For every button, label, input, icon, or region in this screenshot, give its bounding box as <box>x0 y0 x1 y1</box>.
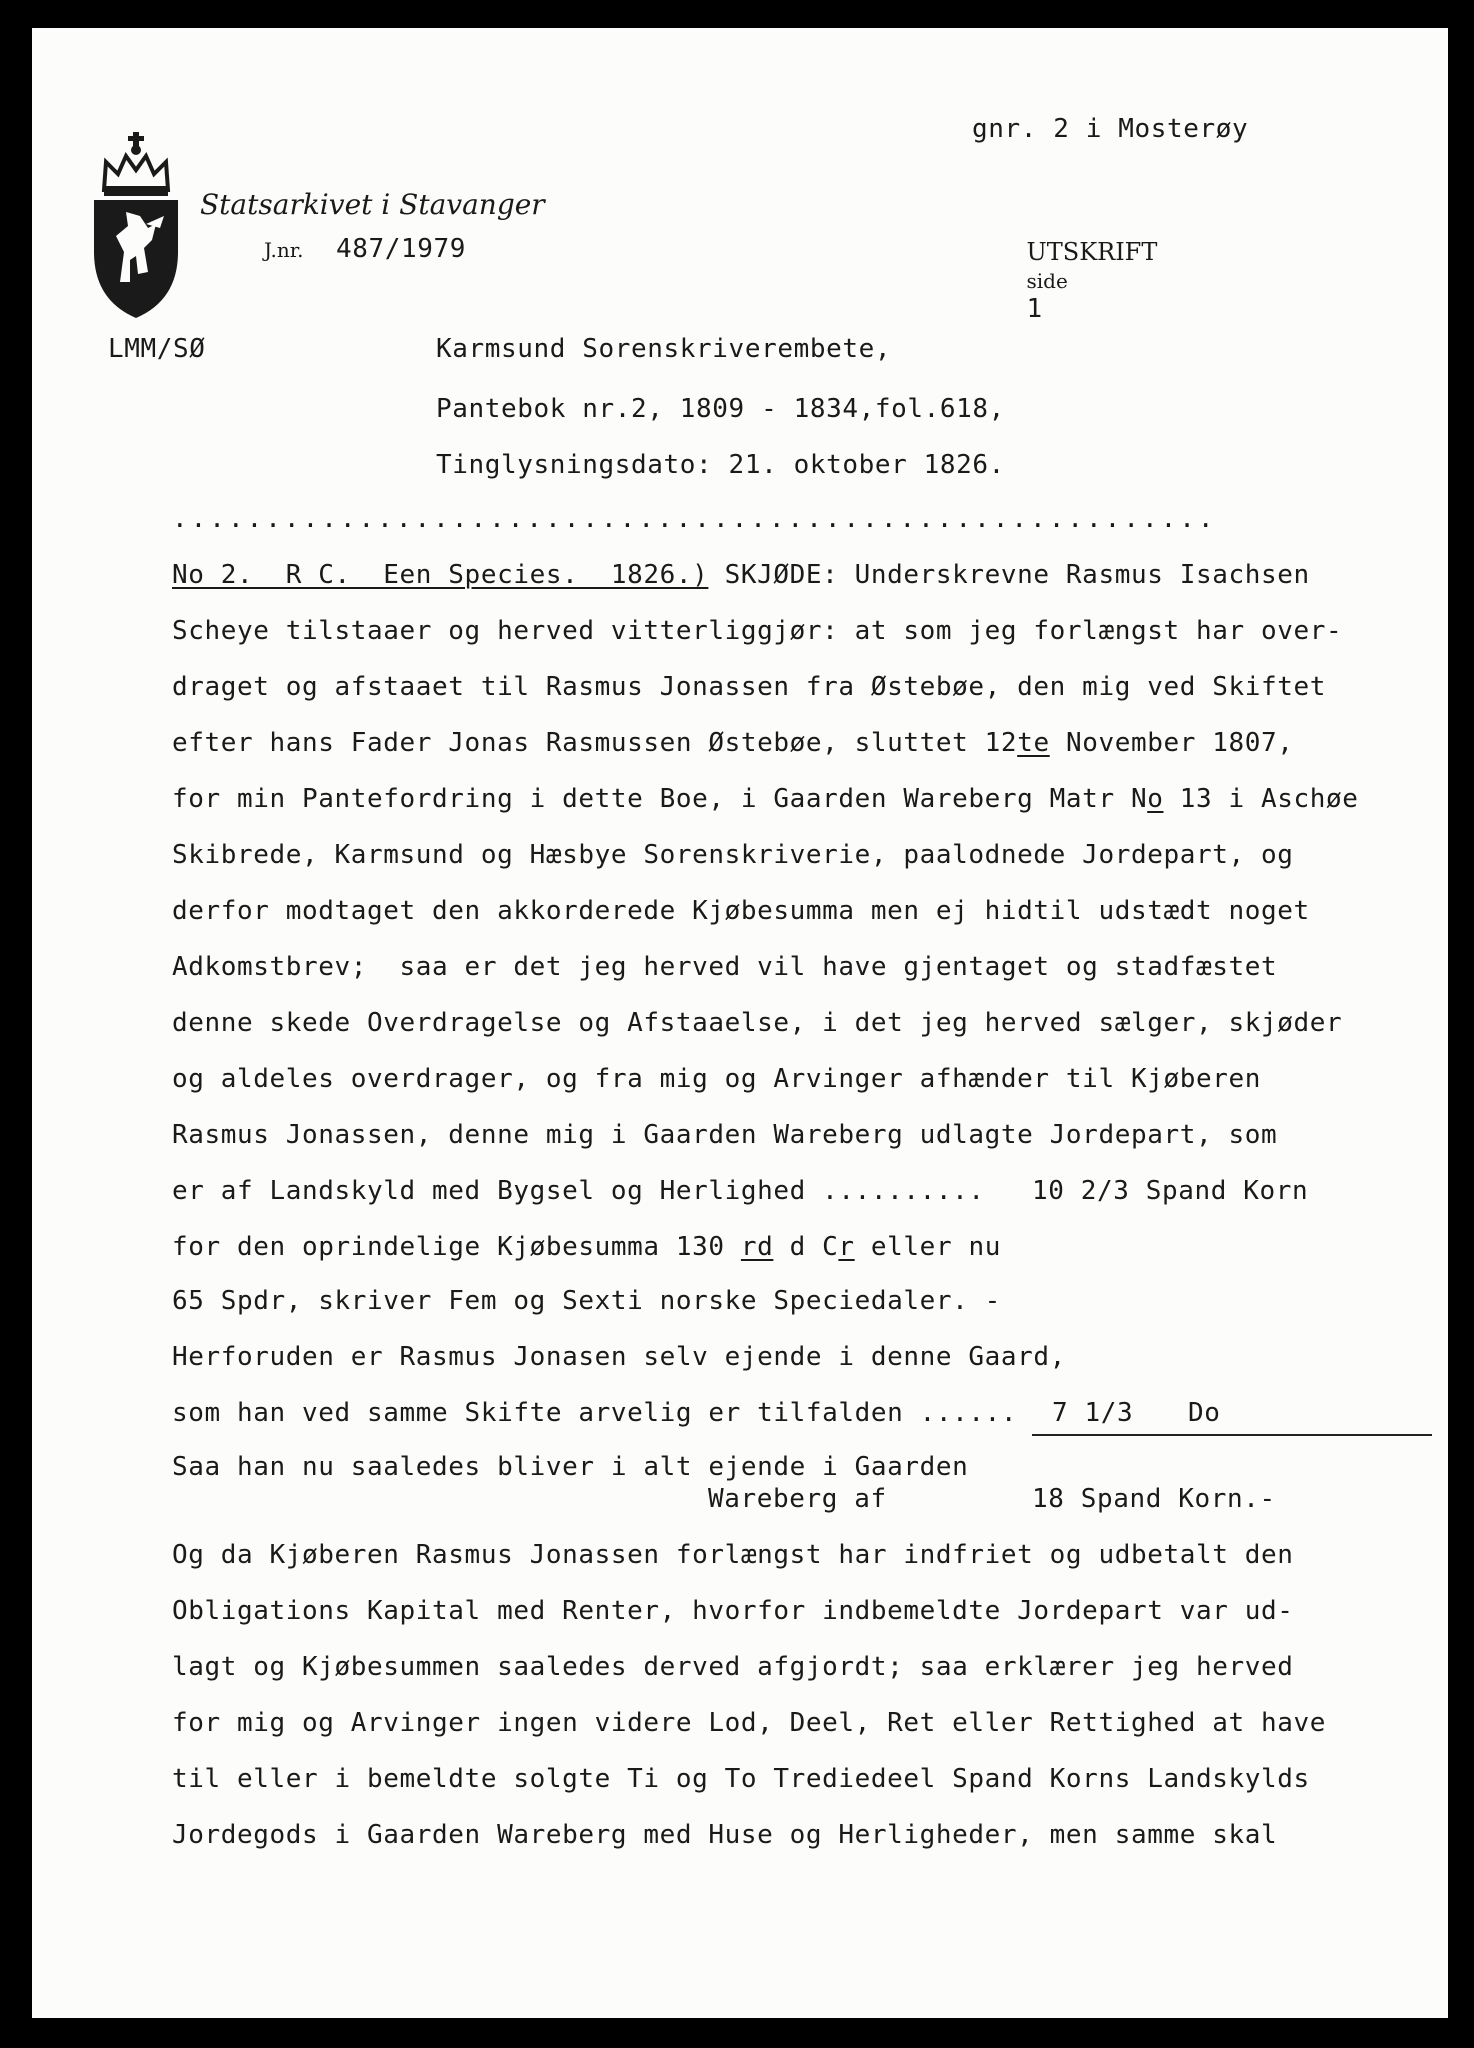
text-line-24: Jordegods i Gaarden Wareberg med Huse og Herligheder, men samme skal <box>172 1820 1278 1850</box>
sum-rule <box>1032 1434 1432 1436</box>
text-fragment: for den oprindelige Kjøbesumma 130 <box>172 1232 741 1262</box>
text-line-22: for mig og Arvinger ingen videre Lod, Deel, Ret eller Rettighed at have <box>172 1708 1326 1738</box>
text-fragment: 13 i Aschøe <box>1163 784 1359 814</box>
text-fragment: rd <box>740 1232 774 1262</box>
ditto-mark: Do <box>1188 1398 1221 1428</box>
text-fragment: efter hans Fader Jonas Rasmussen Østebøe, sluttet 12 <box>172 728 1018 758</box>
separator: ........................................................ <box>172 504 1217 534</box>
total-amount: 18 Spand Korn.- <box>1032 1484 1276 1514</box>
text-fragment: November 1807, <box>1049 728 1294 758</box>
farm-reference: gnr. 2 i Mosterøy <box>972 114 1249 144</box>
text-line-2: Scheye tilstaaer og herved vitterliggjør: at som jeg forlængst har over- <box>172 616 1343 646</box>
norwegian-coat-of-arms-icon <box>90 132 182 322</box>
text-line-13 <box>172 1232 1001 1262</box>
inherited-amount: 7 1/3 <box>1052 1398 1134 1428</box>
text-line-23: til eller i bemeldte solgte Ti og To Trediedeel Spand Korns Landskylds <box>172 1764 1310 1794</box>
transcript-label: UTSKRIFT <box>1026 238 1158 266</box>
text-fragment: d C <box>773 1232 839 1262</box>
jnr-value: 487/1979 <box>336 234 467 264</box>
text-line-20: Obligations Kapital med Renter, hvorfor indbemeldte Jordepart var ud- <box>172 1596 1294 1626</box>
land-tax-amount: 10 2/3 Spand Korn <box>1032 1176 1309 1206</box>
text-line-3: draget og afstaaet til Rasmus Jonassen fra Østebøe, den mig ved Skiftet <box>172 672 1326 702</box>
text-line-8: Adkomstbrev; saa er det jeg herved vil have gjentaget og stadfæstet <box>172 952 1278 982</box>
text-line-6: Skibrede, Karmsund og Hæsbye Sorenskriverie, paalodnede Jordepart, og <box>172 840 1294 870</box>
text-line-4 <box>172 728 1294 758</box>
text-line-17: Saa han nu saaledes bliver i alt ejende i Gaarden <box>172 1452 969 1482</box>
text-line-18: Wareberg af <box>708 1484 887 1514</box>
transcript-page-label <box>996 210 1157 352</box>
deed-intro: SKJØDE: Underskrevne Rasmus Isachsen <box>708 560 1310 590</box>
text-line-12: er af Landskyld med Bygsel og Herlighed .......... <box>172 1176 985 1206</box>
text-line-16: som han ved samme Skifte arvelig er tilfalden ...... <box>172 1398 1018 1428</box>
text-line-21: lagt og Kjøbesummen saaledes derved afgjordt; saa erklærer jeg herved <box>172 1652 1294 1682</box>
text-line-15: Herforuden er Rasmus Jonasen selv ejende i denne Gaard, <box>172 1342 1066 1372</box>
side-number: 1 <box>1026 294 1043 324</box>
text-line-5 <box>172 784 1359 814</box>
registration-date: Tinglysningsdato: 21. oktober 1826. <box>436 450 1005 480</box>
text-line-1 <box>172 560 1310 590</box>
text-line-10: og aldeles overdrager, og fra mig og Arvinger afhænder til Kjøberen <box>172 1064 1261 1094</box>
text-line-11: Rasmus Jonassen, denne mig i Gaarden Wareberg udlagte Jordepart, som <box>172 1120 1278 1150</box>
register-reference: Pantebok nr.2, 1809 - 1834,fol.618, <box>436 394 1005 424</box>
office-name: Karmsund Sorenskriverembete, <box>436 334 892 364</box>
text-line-7: derfor modtaget den akkorderede Kjøbesumma men ej hidtil udstædt noget <box>172 896 1310 926</box>
text-fragment: o <box>1147 784 1164 814</box>
jnr-label: J.nr. <box>264 238 304 262</box>
text-line-14: 65 Spdr, skriver Fem og Sexti norske Speciedaler. - <box>172 1286 1001 1316</box>
archive-name: Statsarkivet i Stavanger <box>200 188 545 221</box>
document-page <box>32 28 1448 2018</box>
text-fragment: te <box>1017 728 1050 758</box>
initials: LMM/SØ <box>108 334 206 364</box>
text-fragment: eller nu <box>854 1232 1001 1262</box>
text-fragment: for min Pantefordring i dette Boe, i Gaarden Wareberg Matr N <box>172 784 1148 814</box>
text-line-19: Og da Kjøberen Rasmus Jonassen forlængst har indfriet og udbetalt den <box>172 1540 1294 1570</box>
text-fragment: r <box>838 1232 855 1262</box>
side-label: side <box>1026 269 1068 293</box>
text-line-9: denne skede Overdragelse og Afstaaelse, i det jeg herved sælger, skjøder <box>172 1008 1343 1038</box>
deed-reference: No 2. R C. Een Species. 1826.) <box>172 560 709 590</box>
